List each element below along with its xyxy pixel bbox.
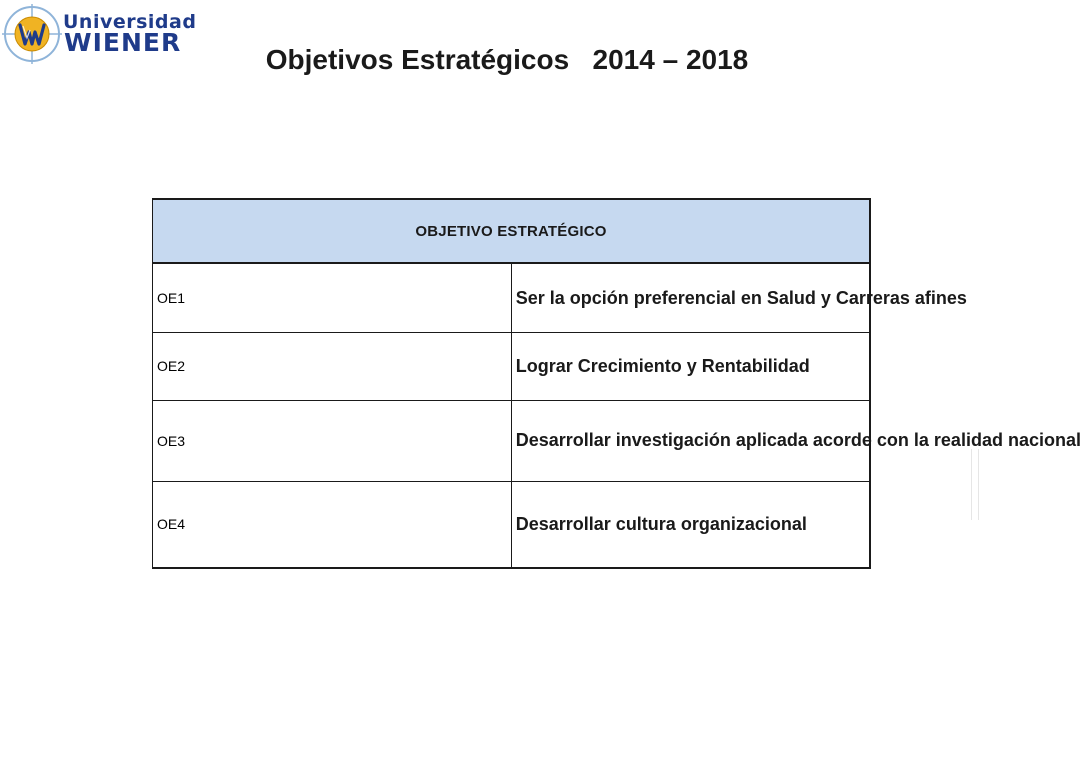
- objective-code: OE3: [153, 400, 512, 481]
- objective-description: Lograr Crecimiento y Rentabilidad: [511, 333, 870, 400]
- table-row: [153, 400, 871, 481]
- objective-code: OE2: [153, 333, 512, 400]
- page-title: Objetivos Estratégicos 2014 – 2018: [265, 44, 749, 75]
- logo-line-2: WIENER: [64, 28, 182, 57]
- logo-line-1: Universidad: [63, 11, 197, 33]
- table-header-row: [153, 199, 871, 263]
- objective-description: Ser la opción preferencial en Salud y Carreras afines: [511, 263, 870, 333]
- faint-side-mark: [971, 449, 979, 520]
- objectives-table: [152, 198, 1081, 569]
- objective-code: OE1: [153, 263, 512, 333]
- objective-description: Desarrollar cultura organizacional: [511, 481, 870, 568]
- table-row: [153, 333, 871, 400]
- objective-description: Desarrollar investigación aplicada acorde con la realidad nacional: [511, 400, 870, 481]
- table-row: [153, 481, 871, 568]
- objective-code: OE4: [153, 481, 512, 568]
- table-header: OBJETIVO ESTRATÉGICO: [153, 199, 871, 263]
- table-row: [153, 263, 871, 333]
